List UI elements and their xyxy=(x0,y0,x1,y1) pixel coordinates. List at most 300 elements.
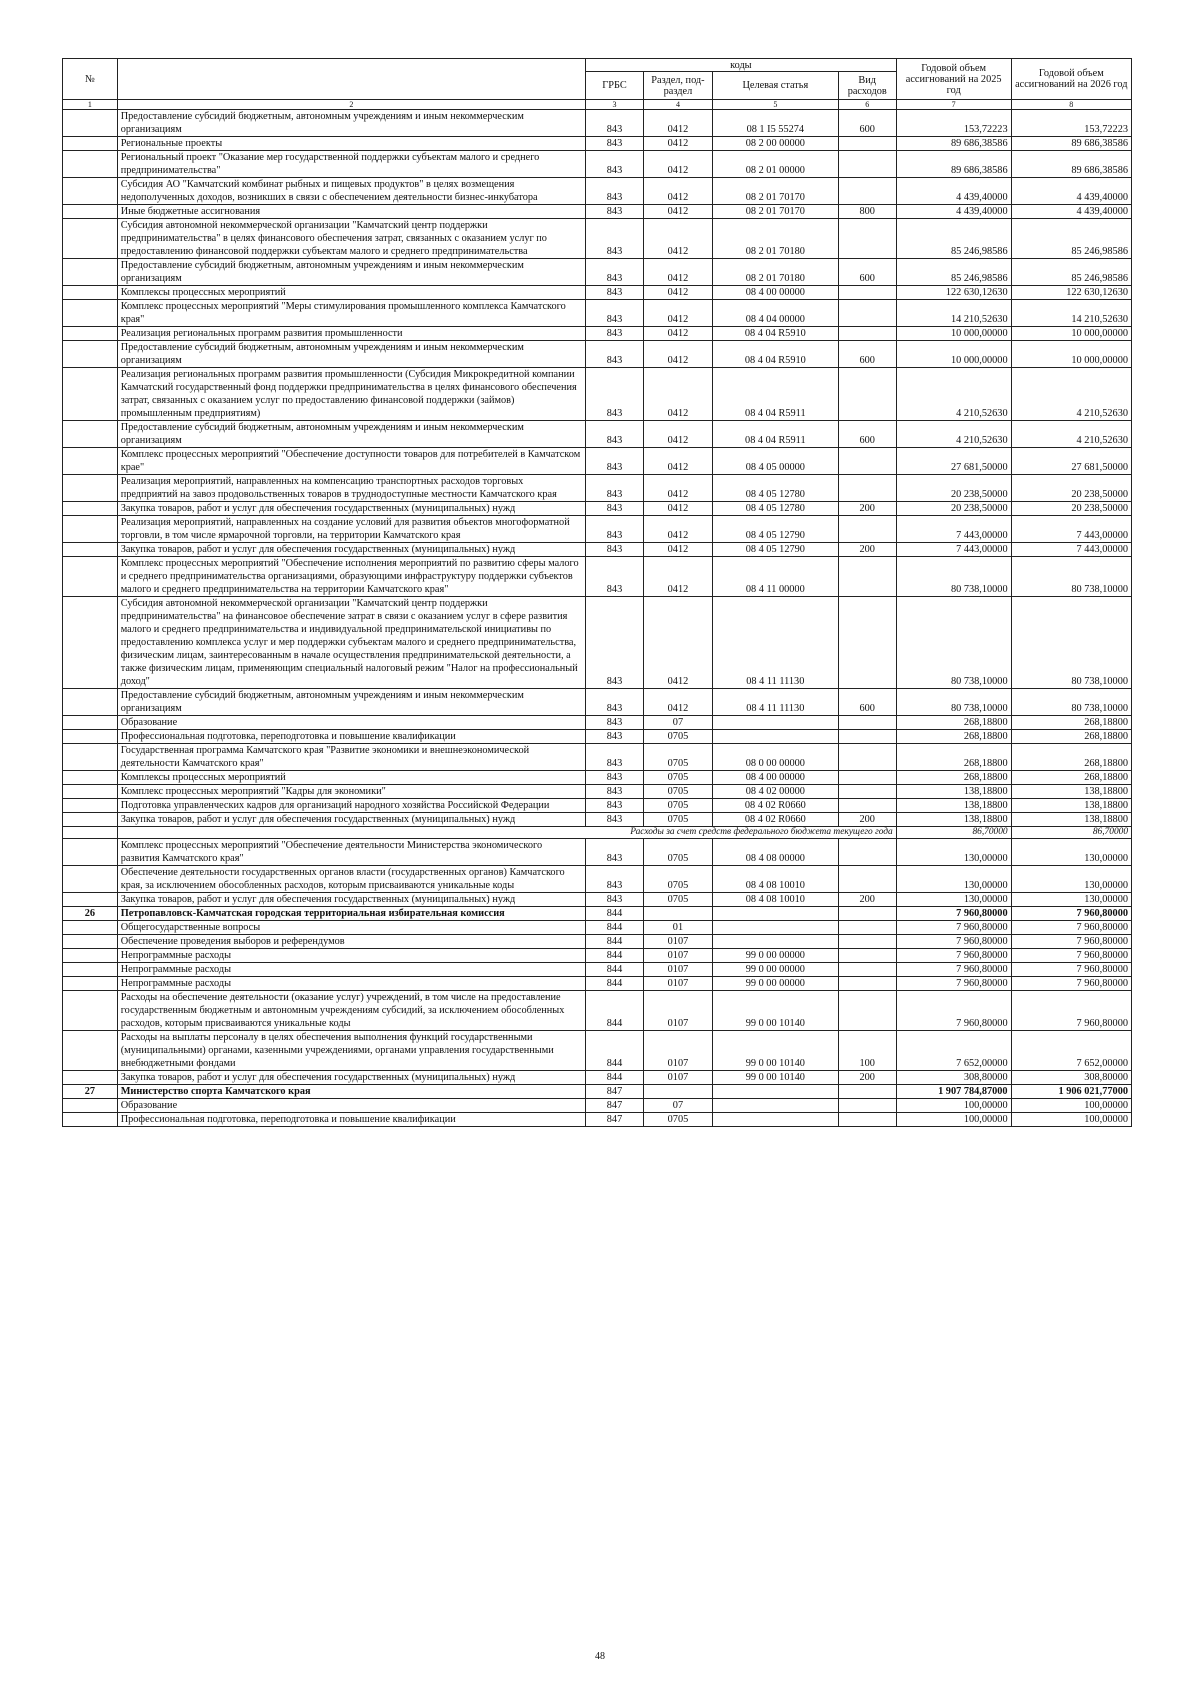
row-amount-2026: 7 960,80000 xyxy=(1011,921,1131,935)
row-expense-type: 100 xyxy=(838,1031,896,1071)
row-expense-type xyxy=(838,907,896,921)
row-grbs: 843 xyxy=(586,744,644,771)
row-amount-2026: 4 210,52630 xyxy=(1011,421,1131,448)
row-amount-2026: 80 738,10000 xyxy=(1011,689,1131,716)
row-name: Реализация региональных программ развития промышленности (Субсидия Микрокредитной компании Камчатский государственный фонд поддержки предпринимательства в целях финансового обеспечения затрат, связанных с оказанием услуг по предоставлению финансовой поддержки (займов) промышленным предприятиям) xyxy=(117,368,585,421)
note-amount-2026: 86,70000 xyxy=(1011,827,1131,839)
row-expense-type: 200 xyxy=(838,1071,896,1085)
row-number xyxy=(63,689,118,716)
row-grbs: 843 xyxy=(586,502,644,516)
row-amount-2026: 100,00000 xyxy=(1011,1099,1131,1113)
row-number xyxy=(63,543,118,557)
row-razdel: 0412 xyxy=(643,475,712,502)
table-row xyxy=(63,368,1132,421)
row-name: Региональные проекты xyxy=(117,137,585,151)
row-number xyxy=(63,813,118,827)
row-amount-2025: 20 238,50000 xyxy=(896,502,1011,516)
row-target-article: 08 4 08 10010 xyxy=(712,866,838,893)
row-amount-2026: 89 686,38586 xyxy=(1011,151,1131,178)
row-target-article: 08 4 04 00000 xyxy=(712,300,838,327)
row-grbs: 844 xyxy=(586,907,644,921)
row-number xyxy=(63,785,118,799)
row-name: Закупка товаров, работ и услуг для обеспечения государственных (муниципальных) нужд xyxy=(117,813,585,827)
row-amount-2026: 1 906 021,77000 xyxy=(1011,1085,1131,1099)
table-row xyxy=(63,744,1132,771)
row-name: Обеспечение проведения выборов и референдумов xyxy=(117,935,585,949)
row-number xyxy=(63,921,118,935)
row-amount-2026: 80 738,10000 xyxy=(1011,597,1131,689)
row-grbs: 843 xyxy=(586,785,644,799)
row-target-article: 08 2 01 70170 xyxy=(712,178,838,205)
row-amount-2025: 7 443,00000 xyxy=(896,543,1011,557)
row-razdel: 07 xyxy=(643,716,712,730)
row-name: Реализация мероприятий, направленных на компенсацию транспортных расходов торговых предприятий на завоз продовольственных товаров в труднодоступные местности Камчатского края xyxy=(117,475,585,502)
row-number xyxy=(63,137,118,151)
row-name: Закупка товаров, работ и услуг для обеспечения государственных (муниципальных) нужд xyxy=(117,502,585,516)
col-number: 5 xyxy=(712,100,838,110)
table-row xyxy=(63,921,1132,935)
row-grbs: 843 xyxy=(586,716,644,730)
row-name: Комплексы процессных мероприятий xyxy=(117,771,585,785)
header-2025: Годовой объем ассигнований на 2025 год xyxy=(896,59,1011,100)
row-grbs: 843 xyxy=(586,219,644,259)
table-row xyxy=(63,219,1132,259)
row-razdel: 0412 xyxy=(643,205,712,219)
row-number xyxy=(63,744,118,771)
table-row xyxy=(63,799,1132,813)
row-grbs: 843 xyxy=(586,205,644,219)
row-grbs: 844 xyxy=(586,935,644,949)
row-name: Комплексы процессных мероприятий xyxy=(117,286,585,300)
row-target-article xyxy=(712,1113,838,1127)
row-name: Реализация мероприятий, направленных на создание условий для развития объектов многоформатной торговли, в том числе ярмарочной торговли, на территории Камчатского края xyxy=(117,516,585,543)
row-name: Закупка товаров, работ и услуг для обеспечения государственных (муниципальных) нужд xyxy=(117,1071,585,1085)
row-expense-type xyxy=(838,597,896,689)
row-target-article: 08 4 05 00000 xyxy=(712,448,838,475)
table-row xyxy=(63,977,1132,991)
row-amount-2026: 122 630,12630 xyxy=(1011,286,1131,300)
row-name: Подготовка управленческих кадров для организаций народного хозяйства Российской Федерации xyxy=(117,799,585,813)
row-amount-2025: 7 960,80000 xyxy=(896,991,1011,1031)
row-number xyxy=(63,421,118,448)
row-number xyxy=(63,341,118,368)
row-razdel: 0412 xyxy=(643,502,712,516)
row-grbs: 843 xyxy=(586,799,644,813)
row-target-article: 08 2 01 70170 xyxy=(712,205,838,219)
row-grbs: 843 xyxy=(586,475,644,502)
table-body xyxy=(63,110,1132,1127)
row-number xyxy=(63,991,118,1031)
row-target-article: 08 1 I5 55274 xyxy=(712,110,838,137)
row-amount-2025: 268,18800 xyxy=(896,716,1011,730)
row-expense-type xyxy=(838,178,896,205)
header-target-article: Целевая статья xyxy=(712,72,838,100)
row-amount-2025: 100,00000 xyxy=(896,1099,1011,1113)
row-target-article: 08 0 00 00000 xyxy=(712,744,838,771)
row-grbs: 843 xyxy=(586,689,644,716)
row-name: Непрограммные расходы xyxy=(117,963,585,977)
row-amount-2026: 138,18800 xyxy=(1011,785,1131,799)
row-number xyxy=(63,219,118,259)
row-razdel: 0412 xyxy=(643,421,712,448)
row-grbs: 843 xyxy=(586,771,644,785)
row-name: Профессиональная подготовка, переподготовка и повышение квалификации xyxy=(117,1113,585,1127)
row-amount-2026: 4 439,40000 xyxy=(1011,205,1131,219)
row-target-article: 08 4 04 R5911 xyxy=(712,368,838,421)
table-row xyxy=(63,205,1132,219)
row-name: Министерство спорта Камчатского края xyxy=(117,1085,585,1099)
row-name: Региональный проект "Оказание мер государственной поддержки субъектам малого и среднего предпринимательства" xyxy=(117,151,585,178)
row-amount-2025: 4 439,40000 xyxy=(896,178,1011,205)
row-amount-2025: 7 960,80000 xyxy=(896,921,1011,935)
row-target-article: 08 4 05 12780 xyxy=(712,475,838,502)
col-number: 4 xyxy=(643,100,712,110)
row-expense-type xyxy=(838,839,896,866)
row-amount-2026: 268,18800 xyxy=(1011,744,1131,771)
row-target-article: 08 4 11 11130 xyxy=(712,689,838,716)
row-grbs: 843 xyxy=(586,341,644,368)
row-amount-2026: 130,00000 xyxy=(1011,866,1131,893)
row-amount-2025: 7 652,00000 xyxy=(896,1031,1011,1071)
row-razdel: 0412 xyxy=(643,300,712,327)
row-target-article: 08 4 02 R0660 xyxy=(712,813,838,827)
table-row xyxy=(63,557,1132,597)
row-target-article: 08 4 11 11130 xyxy=(712,597,838,689)
row-grbs: 843 xyxy=(586,300,644,327)
row-amount-2026: 268,18800 xyxy=(1011,730,1131,744)
row-expense-type: 200 xyxy=(838,893,896,907)
row-razdel: 0107 xyxy=(643,1071,712,1085)
row-amount-2026: 85 246,98586 xyxy=(1011,259,1131,286)
row-razdel: 0705 xyxy=(643,1113,712,1127)
row-number xyxy=(63,730,118,744)
row-target-article: 99 0 00 00000 xyxy=(712,977,838,991)
row-amount-2026: 130,00000 xyxy=(1011,839,1131,866)
col-number: 7 xyxy=(896,100,1011,110)
row-target-article: 08 4 05 12790 xyxy=(712,543,838,557)
row-razdel xyxy=(643,1085,712,1099)
row-razdel: 0412 xyxy=(643,327,712,341)
row-razdel: 0705 xyxy=(643,744,712,771)
row-target-article: 08 4 04 R5911 xyxy=(712,421,838,448)
row-amount-2025: 10 000,00000 xyxy=(896,327,1011,341)
row-name: Непрограммные расходы xyxy=(117,949,585,963)
row-expense-type: 600 xyxy=(838,341,896,368)
row-razdel: 0705 xyxy=(643,813,712,827)
row-amount-2025: 7 960,80000 xyxy=(896,907,1011,921)
row-expense-type xyxy=(838,921,896,935)
row-target-article: 08 2 01 70180 xyxy=(712,259,838,286)
row-grbs: 847 xyxy=(586,1085,644,1099)
row-amount-2026: 80 738,10000 xyxy=(1011,557,1131,597)
row-target-article: 99 0 00 10140 xyxy=(712,1071,838,1085)
row-expense-type xyxy=(838,327,896,341)
row-razdel: 0412 xyxy=(643,689,712,716)
row-expense-type xyxy=(838,557,896,597)
row-grbs: 843 xyxy=(586,448,644,475)
row-expense-type xyxy=(838,300,896,327)
row-amount-2025: 122 630,12630 xyxy=(896,286,1011,300)
row-razdel: 0705 xyxy=(643,785,712,799)
row-name: Предоставление субсидий бюджетным, автономным учреждениям и иным некоммерческим организациям xyxy=(117,421,585,448)
row-amount-2025: 85 246,98586 xyxy=(896,259,1011,286)
table-row xyxy=(63,730,1132,744)
row-razdel xyxy=(643,907,712,921)
col-number: 1 xyxy=(63,100,118,110)
row-number xyxy=(63,977,118,991)
note-empty-cell xyxy=(63,827,118,839)
row-amount-2025: 130,00000 xyxy=(896,866,1011,893)
row-expense-type xyxy=(838,286,896,300)
row-expense-type xyxy=(838,730,896,744)
row-expense-type: 200 xyxy=(838,813,896,827)
row-grbs: 843 xyxy=(586,839,644,866)
row-number xyxy=(63,716,118,730)
row-expense-type xyxy=(838,991,896,1031)
row-number xyxy=(63,475,118,502)
row-expense-type: 600 xyxy=(838,259,896,286)
table-row xyxy=(63,341,1132,368)
row-name: Государственная программа Камчатского края "Развитие экономики и внешнеэкономической деятельности Камчатского края" xyxy=(117,744,585,771)
row-razdel: 0412 xyxy=(643,368,712,421)
row-target-article: 99 0 00 00000 xyxy=(712,963,838,977)
row-name: Комплекс процессных мероприятий "Кадры для экономики" xyxy=(117,785,585,799)
row-number xyxy=(63,178,118,205)
table-row xyxy=(63,502,1132,516)
row-number xyxy=(63,1031,118,1071)
row-target-article: 08 4 11 00000 xyxy=(712,557,838,597)
table-row xyxy=(63,1071,1132,1085)
table-row xyxy=(63,689,1132,716)
row-target-article: 99 0 00 10140 xyxy=(712,1031,838,1071)
row-amount-2026: 268,18800 xyxy=(1011,716,1131,730)
row-name: Непрограммные расходы xyxy=(117,977,585,991)
row-target-article: 08 4 08 00000 xyxy=(712,839,838,866)
row-grbs: 844 xyxy=(586,949,644,963)
row-name: Субсидия АО "Камчатский комбинат рыбных и пищевых продуктов" в целях возмещения недополученных доходов, возникших в связи с обеспечением деятельности бизнес-инкубатора xyxy=(117,178,585,205)
row-amount-2025: 138,18800 xyxy=(896,799,1011,813)
table-section-row xyxy=(63,907,1132,921)
row-grbs: 844 xyxy=(586,921,644,935)
row-name: Общегосударственные вопросы xyxy=(117,921,585,935)
row-expense-type: 600 xyxy=(838,110,896,137)
row-number xyxy=(63,1099,118,1113)
table-row xyxy=(63,716,1132,730)
row-number xyxy=(63,516,118,543)
row-grbs: 847 xyxy=(586,1113,644,1127)
row-number xyxy=(63,1071,118,1085)
row-name: Образование xyxy=(117,716,585,730)
row-grbs: 843 xyxy=(586,178,644,205)
row-grbs: 843 xyxy=(586,813,644,827)
row-grbs: 844 xyxy=(586,963,644,977)
row-amount-2026: 7 960,80000 xyxy=(1011,963,1131,977)
row-amount-2025: 130,00000 xyxy=(896,893,1011,907)
row-razdel: 0412 xyxy=(643,259,712,286)
row-name: Обеспечение деятельности государственных органов власти (государственных органов) Камчатского края, за исключением обособленных расходов, которым присваиваются уникальные коды xyxy=(117,866,585,893)
row-name: Комплекс процессных мероприятий "Обеспечение исполнения мероприятий по развитию сферы малого и среднего предпринимательства организациями, образующими инфраструктуру поддержки субъектов малого и среднего предпринимательства на территории Камчатского края" xyxy=(117,557,585,597)
row-grbs: 843 xyxy=(586,516,644,543)
table-row xyxy=(63,178,1132,205)
table-header xyxy=(63,59,1132,110)
table-row xyxy=(63,1099,1132,1113)
row-amount-2025: 7 443,00000 xyxy=(896,516,1011,543)
row-razdel: 0412 xyxy=(643,516,712,543)
row-amount-2025: 153,72223 xyxy=(896,110,1011,137)
row-razdel: 0412 xyxy=(643,597,712,689)
row-razdel: 0412 xyxy=(643,543,712,557)
row-expense-type xyxy=(838,785,896,799)
row-grbs: 843 xyxy=(586,866,644,893)
row-amount-2026: 27 681,50000 xyxy=(1011,448,1131,475)
row-number: 27 xyxy=(63,1085,118,1099)
row-name: Субсидия автономной некоммерческой организации "Камчатский центр поддержки предпринимательства" в целях финансового обеспечения затрат, связанных с оказанием услуг по предоставлению финансовой поддержки субъектам малого и среднего предпринимательства xyxy=(117,219,585,259)
header-razdel: Раздел, под-раздел xyxy=(643,72,712,100)
row-razdel: 0412 xyxy=(643,110,712,137)
row-target-article: 99 0 00 10140 xyxy=(712,991,838,1031)
page-number: 48 xyxy=(595,1651,605,1662)
row-grbs: 843 xyxy=(586,368,644,421)
row-amount-2026: 7 443,00000 xyxy=(1011,543,1131,557)
row-razdel: 0412 xyxy=(643,557,712,597)
row-target-article xyxy=(712,716,838,730)
row-amount-2025: 7 960,80000 xyxy=(896,935,1011,949)
row-amount-2026: 7 960,80000 xyxy=(1011,907,1131,921)
row-expense-type xyxy=(838,716,896,730)
row-amount-2026: 89 686,38586 xyxy=(1011,137,1131,151)
row-name: Петропавловск-Камчатская городская территориальная избирательная комиссия xyxy=(117,907,585,921)
row-grbs: 844 xyxy=(586,1031,644,1071)
row-target-article xyxy=(712,921,838,935)
row-amount-2025: 7 960,80000 xyxy=(896,963,1011,977)
row-number xyxy=(63,286,118,300)
row-amount-2025: 1 907 784,87000 xyxy=(896,1085,1011,1099)
row-target-article xyxy=(712,1099,838,1113)
row-name: Иные бюджетные ассигнования xyxy=(117,205,585,219)
row-amount-2026: 308,80000 xyxy=(1011,1071,1131,1085)
table-row xyxy=(63,151,1132,178)
row-amount-2025: 138,18800 xyxy=(896,813,1011,827)
row-name: Субсидия автономной некоммерческой организации "Камчатский центр поддержки предпринимательства" на финансовое обеспечение затрат в связи с оказанием услуг в сфере развития малого и среднего предпринимательства и индивидуальной предпринимательской инициативы по предоставлению комплекса услуг и мер поддержки субъектам малого и среднего предпринимательства, физическим лицам, заинтересованным в начале осуществления предпринимательской деятельности, а также физическим лицам, применяющим специальный налоговый режим "Налог на профессиональный доход" xyxy=(117,597,585,689)
row-amount-2025: 85 246,98586 xyxy=(896,219,1011,259)
row-razdel: 0705 xyxy=(643,839,712,866)
row-number xyxy=(63,151,118,178)
row-expense-type xyxy=(838,799,896,813)
table-row xyxy=(63,327,1132,341)
row-amount-2026: 7 652,00000 xyxy=(1011,1031,1131,1071)
row-target-article xyxy=(712,907,838,921)
row-razdel: 0412 xyxy=(643,178,712,205)
row-razdel: 0705 xyxy=(643,730,712,744)
row-expense-type xyxy=(838,1113,896,1127)
row-name: Предоставление субсидий бюджетным, автономным учреждениям и иным некоммерческим организациям xyxy=(117,689,585,716)
row-expense-type xyxy=(838,151,896,178)
row-name: Реализация региональных программ развития промышленности xyxy=(117,327,585,341)
row-amount-2025: 89 686,38586 xyxy=(896,137,1011,151)
row-name: Комплекс процессных мероприятий "Обеспечение доступности товаров для потребителей в Камчатском крае" xyxy=(117,448,585,475)
row-razdel: 0107 xyxy=(643,949,712,963)
row-expense-type xyxy=(838,977,896,991)
row-amount-2026: 268,18800 xyxy=(1011,771,1131,785)
row-grbs: 843 xyxy=(586,557,644,597)
row-target-article: 08 4 05 12790 xyxy=(712,516,838,543)
row-razdel: 0412 xyxy=(643,137,712,151)
row-amount-2026: 7 960,80000 xyxy=(1011,949,1131,963)
row-target-article: 08 4 05 12780 xyxy=(712,502,838,516)
row-expense-type xyxy=(838,368,896,421)
row-amount-2025: 80 738,10000 xyxy=(896,689,1011,716)
row-amount-2026: 14 210,52630 xyxy=(1011,300,1131,327)
row-grbs: 843 xyxy=(586,421,644,448)
row-expense-type xyxy=(838,866,896,893)
row-razdel: 0412 xyxy=(643,286,712,300)
col-number: 8 xyxy=(1011,100,1131,110)
row-target-article xyxy=(712,1085,838,1099)
row-grbs: 843 xyxy=(586,730,644,744)
table-row xyxy=(63,771,1132,785)
row-amount-2025: 100,00000 xyxy=(896,1113,1011,1127)
row-grbs: 843 xyxy=(586,259,644,286)
row-razdel: 0705 xyxy=(643,771,712,785)
row-number xyxy=(63,110,118,137)
note-text: Расходы за счет средств федерального бюджета текущего года xyxy=(117,827,896,839)
row-grbs: 843 xyxy=(586,110,644,137)
row-target-article: 08 2 01 70180 xyxy=(712,219,838,259)
row-amount-2025: 80 738,10000 xyxy=(896,597,1011,689)
row-expense-type: 800 xyxy=(838,205,896,219)
row-name: Расходы на обеспечение деятельности (оказание услуг) учреждений, в том числе на предоставление государственным бюджетным и автономным учреждениям субсидий, за исключением обособленных расходов, которым присваиваются уникальные коды xyxy=(117,991,585,1031)
row-grbs: 844 xyxy=(586,1071,644,1085)
row-number xyxy=(63,866,118,893)
row-name: Предоставление субсидий бюджетным, автономным учреждениям и иным некоммерческим организациям xyxy=(117,110,585,137)
table-row xyxy=(63,1031,1132,1071)
row-name: Предоставление субсидий бюджетным, автономным учреждениям и иным некоммерческим организациям xyxy=(117,259,585,286)
row-target-article: 08 4 00 00000 xyxy=(712,771,838,785)
row-amount-2026: 7 960,80000 xyxy=(1011,935,1131,949)
header-codes: коды xyxy=(586,59,897,72)
row-number xyxy=(63,839,118,866)
header-grbs: ГРБС xyxy=(586,72,644,100)
row-amount-2026: 138,18800 xyxy=(1011,799,1131,813)
row-amount-2025: 130,00000 xyxy=(896,839,1011,866)
row-razdel: 0107 xyxy=(643,977,712,991)
row-amount-2026: 153,72223 xyxy=(1011,110,1131,137)
table-row xyxy=(63,421,1132,448)
table-row xyxy=(63,785,1132,799)
row-razdel: 0412 xyxy=(643,448,712,475)
row-number xyxy=(63,557,118,597)
row-number xyxy=(63,771,118,785)
table-row xyxy=(63,949,1132,963)
row-name: Комплекс процессных мероприятий "Меры стимулирования промышленного комплекса Камчатского края" xyxy=(117,300,585,327)
row-amount-2026: 85 246,98586 xyxy=(1011,219,1131,259)
row-amount-2026: 7 960,80000 xyxy=(1011,977,1131,991)
table-row xyxy=(63,286,1132,300)
row-expense-type: 200 xyxy=(838,543,896,557)
row-expense-type xyxy=(838,771,896,785)
row-target-article: 08 4 02 00000 xyxy=(712,785,838,799)
row-razdel: 07 xyxy=(643,1099,712,1113)
row-number xyxy=(63,448,118,475)
col-number: 2 xyxy=(117,100,585,110)
budget-table xyxy=(62,58,1132,1127)
note-amount-2025: 86,70000 xyxy=(896,827,1011,839)
row-target-article xyxy=(712,935,838,949)
row-amount-2025: 10 000,00000 xyxy=(896,341,1011,368)
row-razdel: 0412 xyxy=(643,341,712,368)
row-amount-2025: 4 210,52630 xyxy=(896,421,1011,448)
row-amount-2025: 308,80000 xyxy=(896,1071,1011,1085)
